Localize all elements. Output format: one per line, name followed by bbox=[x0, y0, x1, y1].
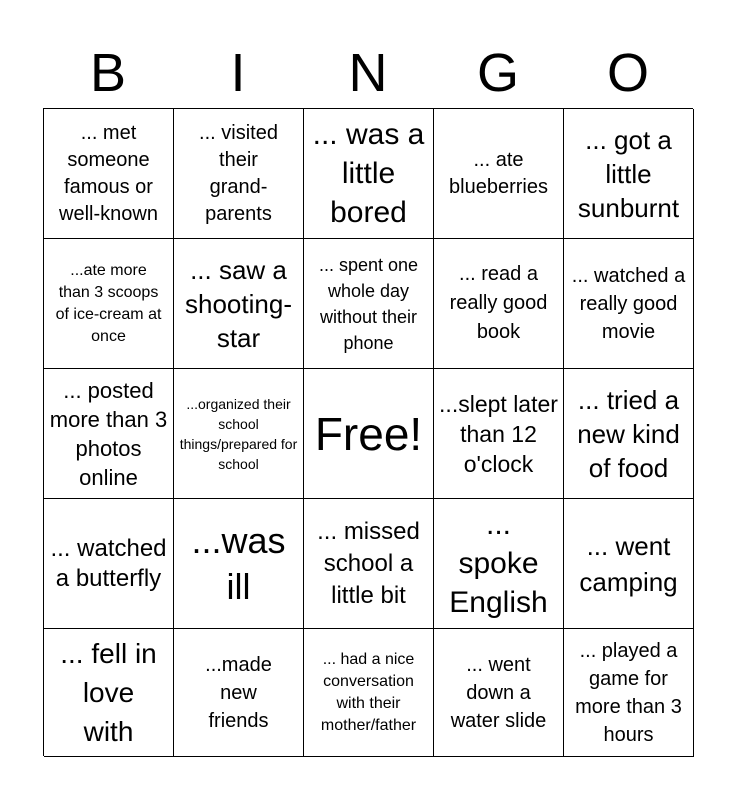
bingo-cell[interactable] bbox=[434, 629, 564, 757]
bingo-cell[interactable] bbox=[174, 499, 304, 629]
bingo-cell[interactable] bbox=[564, 239, 694, 369]
bingo-cell[interactable] bbox=[44, 109, 174, 239]
cell-text: ... met someone famous or well-known bbox=[59, 121, 158, 225]
cell-text: ... posted more than 3 photos online bbox=[49, 377, 168, 490]
bingo-cell[interactable] bbox=[44, 369, 174, 499]
cell-text: ... missed school a little bit bbox=[317, 517, 420, 609]
cell-text: ... watched a butterfly bbox=[50, 534, 167, 592]
cell-text: ... got a little sunburnt bbox=[577, 124, 680, 223]
cell-text: ...made new friends bbox=[205, 653, 272, 732]
bingo-cell[interactable] bbox=[174, 629, 304, 757]
bingo-cell[interactable] bbox=[44, 629, 174, 757]
cell-text: ... watched a really good movie bbox=[571, 264, 686, 343]
bingo-cell[interactable] bbox=[304, 629, 434, 757]
bingo-cell[interactable] bbox=[304, 499, 434, 629]
cell-text: ... had a nice conversation with their mother/father bbox=[320, 650, 417, 734]
bingo-cell[interactable] bbox=[434, 239, 564, 369]
bingo-cell[interactable] bbox=[174, 239, 304, 369]
cell-text: ... spoke English bbox=[449, 508, 548, 619]
bingo-grid bbox=[43, 108, 693, 756]
header-letter-b: B bbox=[89, 43, 127, 103]
cell-text: ...organized their school things/prepared for school bbox=[179, 395, 298, 472]
bingo-cell[interactable] bbox=[174, 109, 304, 239]
cell-text: ... was a little bored bbox=[312, 118, 425, 229]
bingo-cell[interactable] bbox=[434, 369, 564, 499]
cell-text: ... saw a shooting-star bbox=[185, 254, 292, 353]
cell-text: ... ate blueberries bbox=[449, 148, 548, 198]
bingo-cell[interactable] bbox=[44, 499, 174, 629]
bingo-header bbox=[43, 38, 693, 108]
cell-text: Free! bbox=[314, 407, 423, 460]
bingo-cell[interactable] bbox=[304, 109, 434, 239]
bingo-cell[interactable] bbox=[174, 369, 304, 499]
cell-text: ... read a really good book bbox=[449, 263, 548, 343]
bingo-cell[interactable] bbox=[564, 499, 694, 629]
header-letter-g: G bbox=[476, 43, 519, 103]
bingo-cell[interactable] bbox=[564, 369, 694, 499]
cell-text: ... visited their grand-parents bbox=[199, 121, 278, 225]
cell-text: ... fell in love with bbox=[60, 638, 157, 747]
bingo-cell[interactable] bbox=[434, 109, 564, 239]
header-letter-o: O bbox=[606, 43, 649, 103]
bingo-cell[interactable] bbox=[304, 239, 434, 369]
cell-text: ...slept later than 12 o'clock bbox=[439, 390, 558, 477]
bingo-cell[interactable] bbox=[434, 499, 564, 629]
cell-text: ... played a game for more than 3 hours bbox=[575, 639, 682, 746]
cell-text: ... spent one whole day without their phone bbox=[318, 254, 419, 353]
cell-text: ...was ill bbox=[191, 519, 286, 607]
cell-text: ... went camping bbox=[579, 530, 678, 597]
cell-text: ... went down a water slide bbox=[450, 653, 547, 732]
bingo-cell[interactable] bbox=[44, 239, 174, 369]
free-space[interactable] bbox=[304, 369, 434, 499]
cell-text: ...ate more than 3 scoops of ice-cream at once bbox=[55, 261, 162, 345]
bingo-cell[interactable] bbox=[564, 629, 694, 757]
bingo-cell[interactable] bbox=[564, 109, 694, 239]
header-letter-i: I bbox=[230, 43, 246, 103]
cell-text: ... tried a new kind of food bbox=[577, 384, 680, 483]
header-letter-n: N bbox=[348, 43, 388, 103]
